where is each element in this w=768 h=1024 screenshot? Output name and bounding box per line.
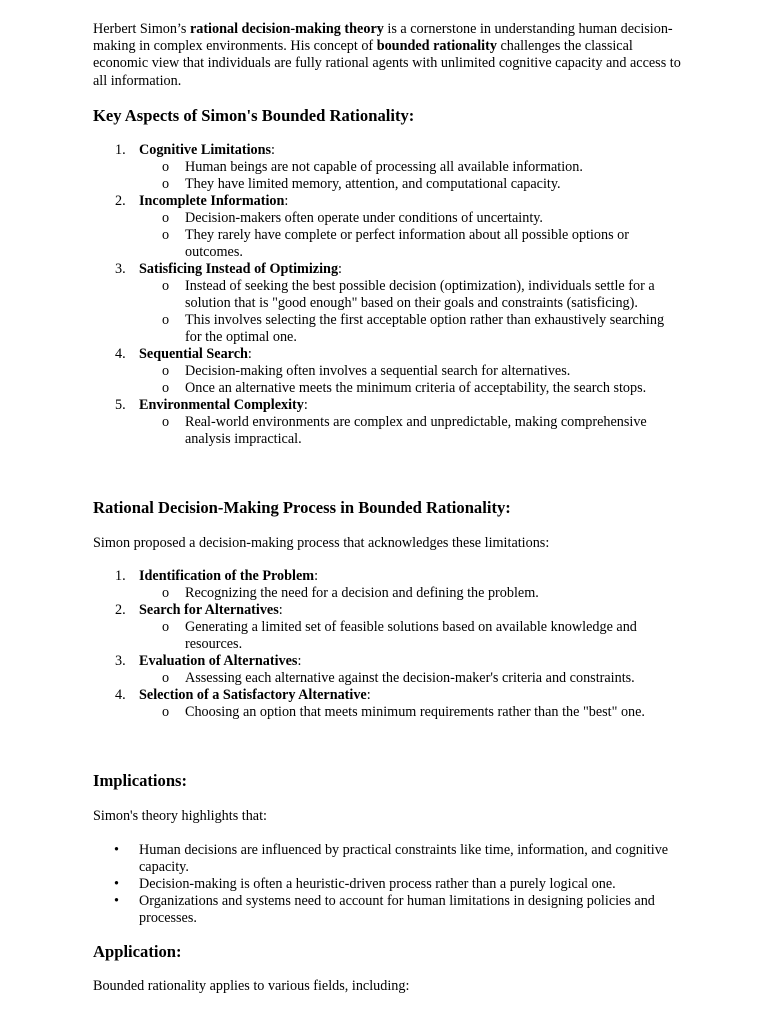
section-heading: Application: [93, 942, 182, 961]
colon: : [303, 397, 308, 413]
sub-item [139, 670, 683, 687]
item-title: Sequential Search [139, 346, 248, 362]
sub-list [139, 363, 683, 397]
list-item [93, 346, 683, 397]
sub-list [139, 414, 683, 448]
sub-item-text: Decision-makers often operate under conditions of uncertainty. [185, 210, 543, 226]
sub-list [139, 159, 683, 193]
sub-item-text: They rarely have complete or perfect information about all possible options or outcomes. [185, 227, 630, 260]
sub-item-text: Choosing an option that meets minimum requirements rather than the "best" one. [185, 704, 645, 720]
list-number: 3. [115, 261, 126, 277]
intro-bold-term: bounded rationality [376, 38, 497, 55]
list-item [93, 261, 683, 346]
list-number: 2. [115, 602, 126, 618]
item-title: Incomplete Information [139, 193, 285, 209]
list-item [93, 602, 683, 653]
item-title: Selection of a Satisfactory Alternative [139, 687, 367, 703]
colon: : [271, 142, 275, 158]
bullet-item [93, 893, 683, 927]
list-number: 4. [115, 687, 126, 703]
item-title: Identification of the Problem [139, 568, 315, 584]
section-intro: Bounded rationality applies to various fields, including: [93, 978, 410, 994]
circle-bullet: o [162, 670, 170, 686]
section-intro: Simon proposed a decision-making process that acknowledges these limitations: [93, 535, 550, 551]
sub-item-text: This involves selecting the first acceptable option rather than exhaustively searching for the optimal one. [185, 312, 665, 345]
list-number: 5. [115, 397, 126, 413]
intro-text: challenges the classical economic view that individuals are fully rational agents with unlimited cognitive capacity and access to all information. [93, 38, 681, 89]
sub-item [139, 227, 683, 261]
item-title: Evaluation of Alternatives [139, 653, 298, 669]
intro-paragraph [93, 21, 683, 90]
sub-list [139, 278, 683, 346]
sub-item-text: Human beings are not capable of processing all available information. [185, 159, 583, 175]
section-heading: Implications: [93, 771, 188, 790]
colon: : [297, 653, 302, 669]
list-number: 1. [115, 568, 126, 584]
item-title: Search for Alternatives [139, 602, 279, 618]
sub-list [139, 619, 683, 653]
bullet-item [93, 876, 683, 893]
circle-bullet: o [162, 278, 170, 294]
section-heading: Key Aspects of Simon's Bounded Rationality: [93, 106, 415, 125]
colon: : [366, 687, 371, 703]
circle-bullet: o [162, 176, 170, 192]
circle-bullet: o [162, 619, 170, 635]
sub-item-text: Generating a limited set of feasible solutions based on available knowledge and resources. [185, 619, 637, 652]
sub-item [139, 585, 683, 602]
sub-item [139, 159, 683, 176]
key-aspects-list [93, 142, 683, 448]
sub-list [139, 210, 683, 261]
sub-item [139, 414, 683, 448]
sub-list [139, 670, 683, 687]
sub-item [139, 619, 683, 653]
list-item [93, 653, 683, 687]
item-title: Satisficing Instead of Optimizing [139, 261, 339, 277]
circle-bullet: o [162, 380, 170, 396]
bullet-text: Decision-making is often a heuristic-driven process rather than a purely logical one. [139, 876, 616, 892]
item-title: Cognitive Limitations [139, 142, 272, 158]
intro-text: is a cornerstone in understanding human decision-making in complex environments. His concept of [93, 21, 673, 55]
sub-item-text: Assessing each alternative against the decision-maker's criteria and constraints. [185, 670, 635, 686]
sub-item [139, 363, 683, 380]
implications-list [93, 842, 683, 927]
list-number: 4. [115, 346, 126, 362]
sub-list [139, 704, 683, 721]
list-item [93, 687, 683, 721]
colon: : [284, 193, 289, 209]
circle-bullet: o [162, 210, 170, 226]
item-title: Environmental Complexity [139, 397, 304, 413]
sub-list [139, 585, 683, 602]
sub-item-text: They have limited memory, attention, and computational capacity. [185, 176, 561, 192]
bullet-marker: • [114, 842, 119, 858]
sub-item [139, 210, 683, 227]
list-item [93, 397, 683, 448]
intro-bold-term: rational decision-making theory [189, 21, 384, 37]
sub-item [139, 176, 683, 193]
sub-item-text: Real-world environments are complex and unpredictable, making comprehensive analysis impractical. [185, 414, 647, 447]
bullet-marker: • [114, 893, 119, 909]
circle-bullet: o [162, 414, 170, 430]
circle-bullet: o [162, 704, 170, 720]
list-number: 3. [115, 653, 126, 669]
list-number: 2. [115, 193, 126, 209]
process-steps-list [93, 568, 683, 721]
bullet-text: Organizations and systems need to account for human limitations in designing policies and processes. [139, 893, 655, 926]
sub-item [139, 312, 683, 346]
bullet-text: Human decisions are influenced by practical constraints like time, information, and cognitive capacity. [139, 842, 669, 875]
circle-bullet: o [162, 159, 170, 175]
intro-text: Herbert Simon’s [93, 21, 190, 37]
sub-item [139, 704, 683, 721]
colon: : [278, 602, 283, 618]
sub-item [139, 380, 683, 397]
circle-bullet: o [162, 312, 170, 328]
circle-bullet: o [162, 227, 170, 243]
sub-item-text: Instead of seeking the best possible decision (optimization), individuals settle for a solution that is "good enough" based on their goals and constraints (satisficing). [185, 278, 655, 311]
circle-bullet: o [162, 585, 170, 601]
bullet-marker: • [114, 876, 119, 892]
list-number: 1. [115, 142, 126, 158]
colon: : [314, 568, 319, 584]
colon: : [338, 261, 342, 277]
sub-item [139, 278, 683, 312]
list-item [93, 568, 683, 602]
sub-item-text: Recognizing the need for a decision and defining the problem. [185, 585, 539, 601]
list-item [93, 142, 683, 193]
bullet-item [93, 842, 683, 876]
colon: : [247, 346, 252, 362]
sub-item-text: Decision-making often involves a sequential search for alternatives. [185, 363, 571, 379]
section-intro: Simon's theory highlights that: [93, 808, 267, 824]
sub-item-text: Once an alternative meets the minimum criteria of acceptability, the search stops. [185, 380, 647, 396]
circle-bullet: o [162, 363, 170, 379]
list-item [93, 193, 683, 261]
section-heading: Rational Decision-Making Process in Bounded Rationality: [93, 498, 511, 517]
